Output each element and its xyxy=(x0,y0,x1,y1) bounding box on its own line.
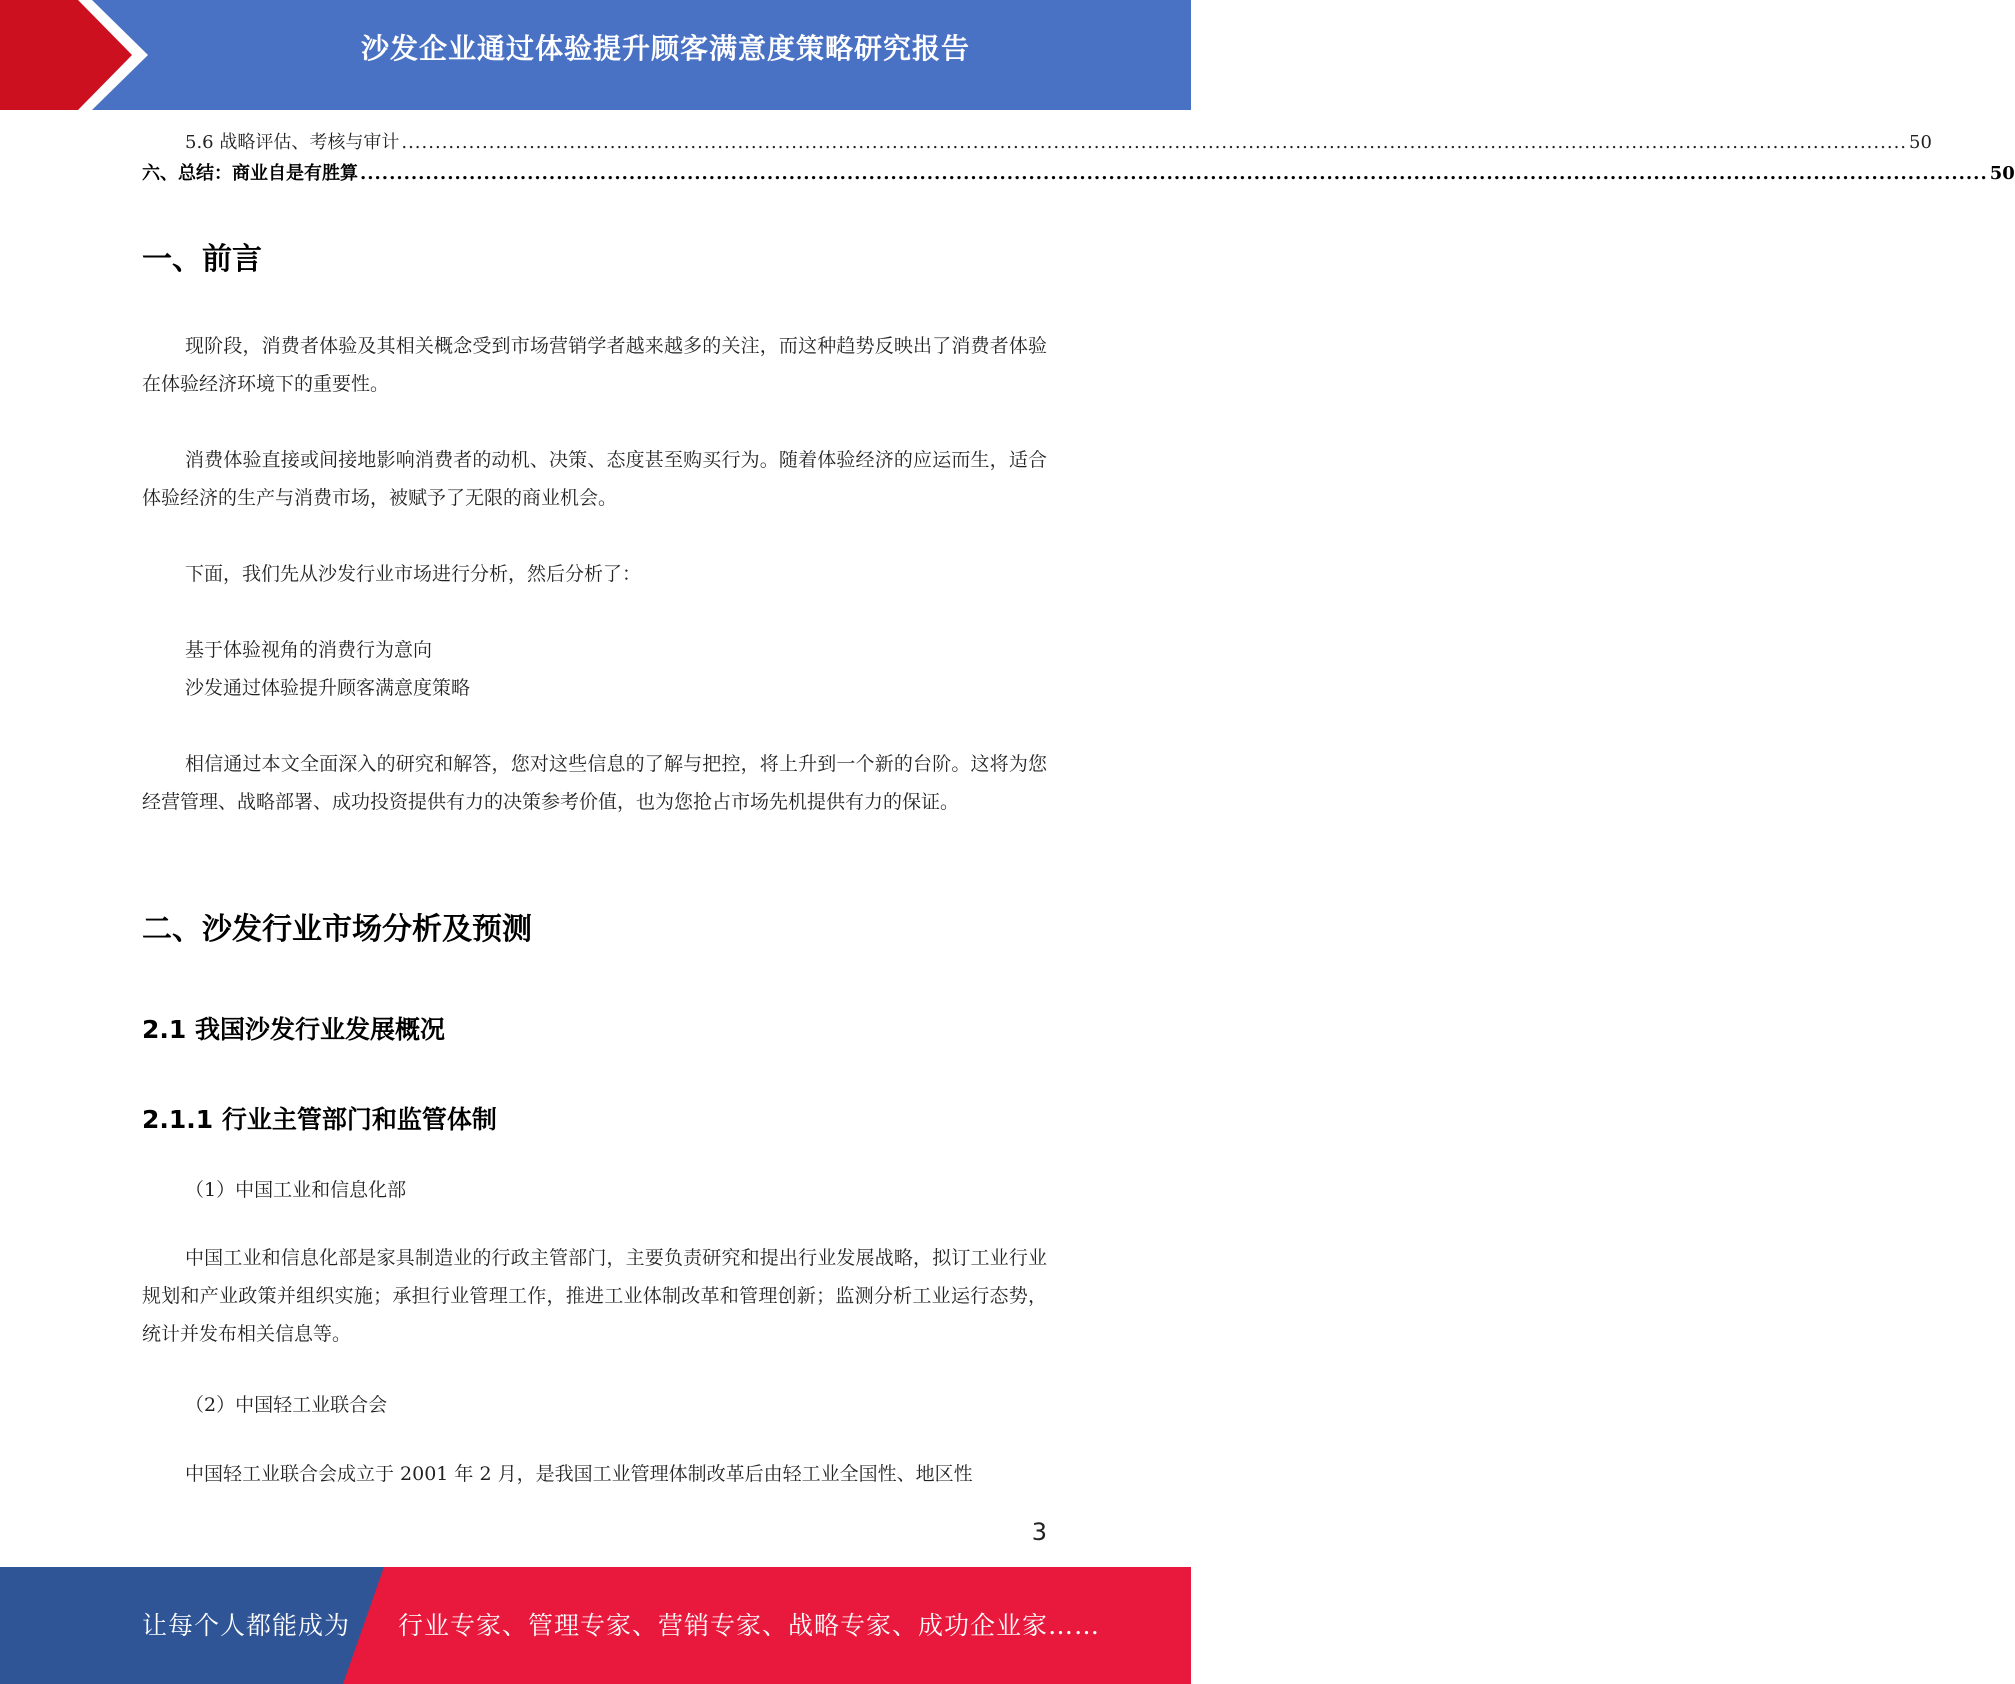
list-item: （1）中国工业和信息化部 xyxy=(185,1179,407,1201)
header-arrow-emblem xyxy=(0,0,160,110)
toc-entry[interactable] xyxy=(0,159,2015,189)
list-item: 基于体验视角的消费行为意向 xyxy=(185,639,433,661)
paragraph: 中国轻工业联合会成立于 2001 年 2 月，是我国工业管理体制改革后由轻工业全国性、地区性 xyxy=(185,1463,973,1485)
toc-entry[interactable] xyxy=(0,128,1932,158)
toc-leader-dots: ................................................................................................................................................................................................................................ xyxy=(360,163,1988,184)
toc-entry-label: 六、总结：商业自是有胜算 xyxy=(142,163,358,184)
toc-entry-page: 50 xyxy=(1909,132,1932,153)
toc-entry-label: 5.6 战略评估、考核与审计 xyxy=(185,132,400,153)
section-heading-market: 二、沙发行业市场分析及预测 xyxy=(142,912,532,947)
footer-slogan-left: 让每个人都能成为 xyxy=(142,1611,351,1640)
page-number: 3 xyxy=(1031,1518,1047,1546)
footer-slogan-right: 行业专家、管理专家、营销专家、战略专家、成功企业家…… xyxy=(398,1611,1101,1640)
paragraph: 现阶段，消费者体验及其相关概念受到市场营销学者越来越多的关注，而这种趋势反映出了消费者体验在体验经济环境下的重要性。 xyxy=(142,335,1047,395)
list-item: 沙发通过体验提升顾客满意度策略 xyxy=(185,677,471,699)
subsection-heading: 2.1 我国沙发行业发展概况 xyxy=(142,1015,445,1044)
paragraph: 中国工业和信息化部是家具制造业的行政主管部门，主要负责研究和提出行业发展战略，拟订工业行业规划和产业政策并组织实施；承担行业管理工作，推进工业体制改革和管理创新；监测分析工业运行态势，统计并发布相关信息等。 xyxy=(142,1247,1047,1345)
toc-leader-dots: ................................................................................................................................................................................................................................ xyxy=(401,132,1908,153)
toc-entry-page: 50 xyxy=(1989,163,2015,184)
subsection-heading: 2.1.1 行业主管部门和监管体制 xyxy=(142,1105,497,1134)
paragraph: 消费体验直接或间接地影响消费者的动机、决策、态度甚至购买行为。随着体验经济的应运而生，适合体验经济的生产与消费市场，被赋予了无限的商业机会。 xyxy=(142,449,1047,509)
page-header xyxy=(0,0,1191,110)
paragraph: 下面，我们先从沙发行业市场进行分析，然后分析了： xyxy=(185,563,642,585)
list-item: （2）中国轻工业联合会 xyxy=(185,1394,388,1416)
page-footer xyxy=(0,1567,1191,1684)
paragraph: 相信通过本文全面深入的研究和解答，您对这些信息的了解与把控，将上升到一个新的台阶。这将为您经营管理、战略部署、成功投资提供有力的决策参考价值，也为您抢占市场先机提供有力的保证。 xyxy=(142,753,1047,813)
section-heading-preface: 一、前言 xyxy=(142,242,262,277)
report-title: 沙发企业通过体验提升顾客满意度策略研究报告 xyxy=(360,32,970,65)
